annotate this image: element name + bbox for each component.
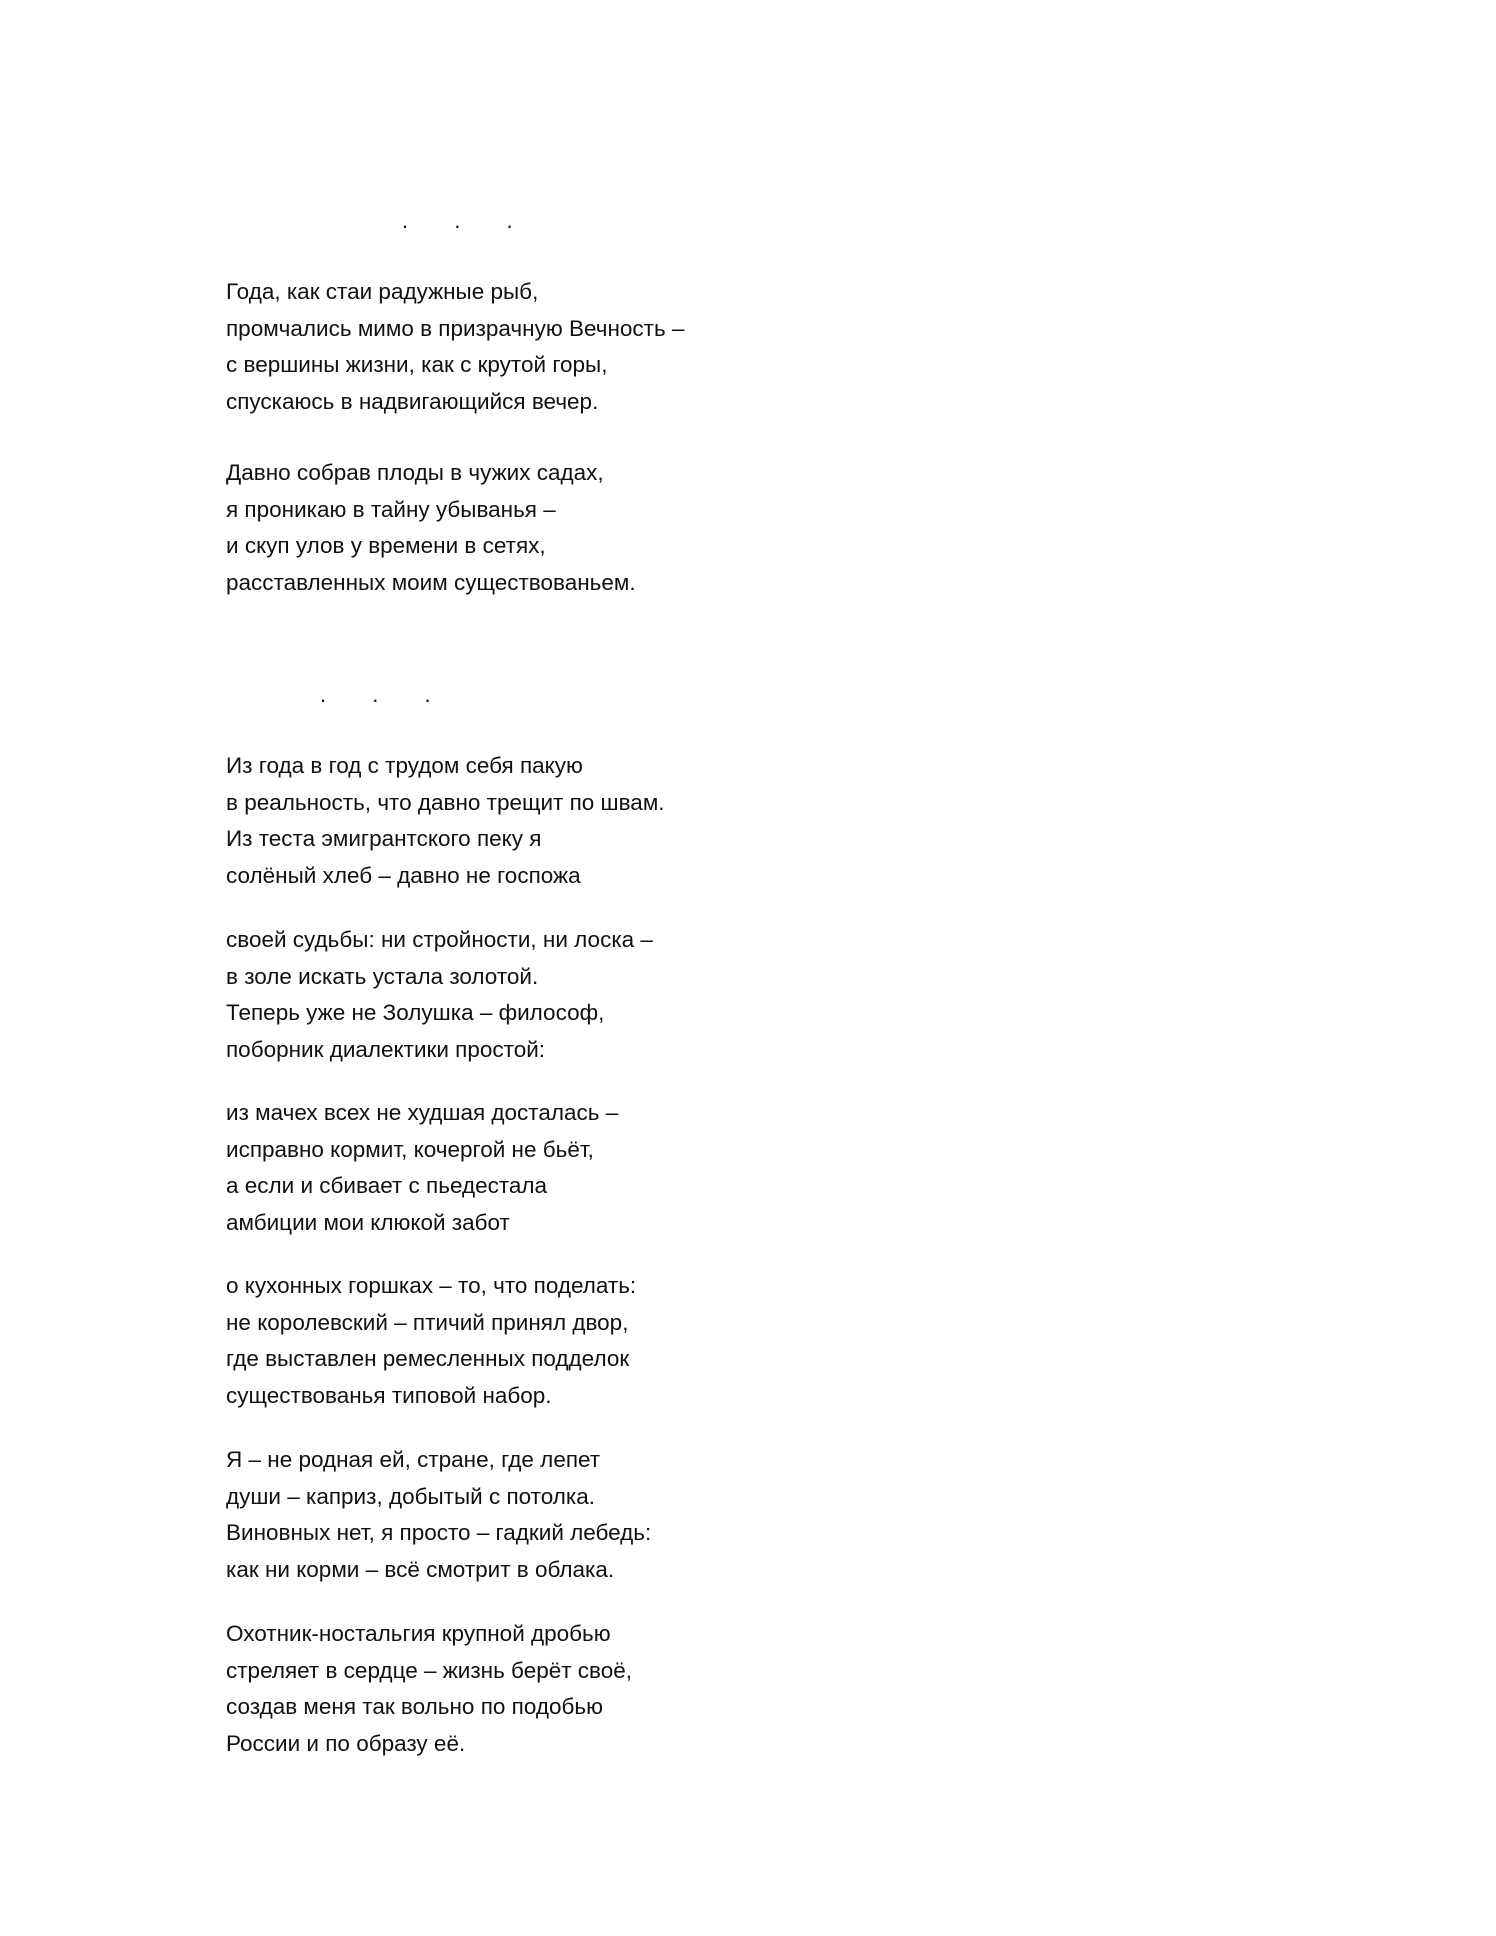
stanza <box>226 1442 651 1588</box>
stanza <box>226 1268 636 1414</box>
poem-line: Я – не родная ей, стране, где лепет <box>226 1447 601 1472</box>
poem-line: Из года в год с трудом себя пакую <box>226 753 583 778</box>
poem-line: с вершины жизни, как с крутой горы, <box>226 352 608 377</box>
poem-separator: . . . <box>320 682 451 707</box>
stanza <box>226 1616 632 1762</box>
stanza <box>226 748 665 894</box>
poem-line: солёный хлеб – давно не госпожа <box>226 862 581 888</box>
poem-line: промчались мимо в призрачную Вечность – <box>226 315 685 341</box>
poem-line: исправно кормит, кочергой не бьёт, <box>226 1136 594 1162</box>
poem-separator: . . . <box>402 208 533 233</box>
poem-line: стреляет в сердце – жизнь берёт своё, <box>226 1657 633 1683</box>
poem-line: я проникаю в тайну убыванья – <box>226 496 556 522</box>
poem-line: России и по образу её. <box>226 1730 466 1756</box>
poem-line: Года, как стаи радужные рыб, <box>226 279 539 304</box>
poem-line: своей судьбы: ни стройности, ни лоска – <box>226 927 653 952</box>
poem-line: создав меня так вольно по подобью <box>226 1694 603 1719</box>
poem-line: существованья типовой набор. <box>226 1382 552 1408</box>
stanza <box>226 1095 618 1241</box>
poem-line: Теперь уже не Золушка – философ, <box>226 1000 605 1025</box>
poem-line: в реальность, что давно трещит по швам. <box>226 789 665 815</box>
poem-line: в золе искать устала золотой. <box>226 963 539 989</box>
poem-line: из мачех всех не худшая досталась – <box>226 1100 619 1125</box>
poem-line: Из теста эмигрантского пеку я <box>226 826 542 851</box>
poem-line: амбиции мои клюкой забот <box>226 1209 510 1235</box>
stanza <box>226 922 653 1068</box>
poem-line: спускаюсь в надвигающийся вечер. <box>226 388 599 414</box>
poem-line: а если и сбивает с пьедестала <box>226 1173 548 1198</box>
poem-line: поборник диалектики простой: <box>226 1036 546 1062</box>
poem-line: души – каприз, добытый с потолка. <box>226 1483 595 1509</box>
poem-line: где выставлен ремесленных подделок <box>226 1346 630 1371</box>
poem-line: как ни корми – всё смотрит в облака. <box>226 1556 615 1582</box>
poem-line: и скуп улов у времени в сетях, <box>226 533 546 558</box>
stanza <box>226 274 684 420</box>
stanza <box>226 455 636 601</box>
poem-line: расставленных моим существованьем. <box>226 569 636 595</box>
poem-line: Давно собрав плоды в чужих садах, <box>226 460 604 485</box>
poem-line: Виновных нет, я просто – гадкий лебедь: <box>226 1520 652 1545</box>
poem-line: не королевский – птичий принял двор, <box>226 1309 629 1335</box>
poem-line: Охотник-ностальгия крупной дробью <box>226 1621 611 1646</box>
poem-line: о кухонных горшках – то, что поделать: <box>226 1273 637 1298</box>
